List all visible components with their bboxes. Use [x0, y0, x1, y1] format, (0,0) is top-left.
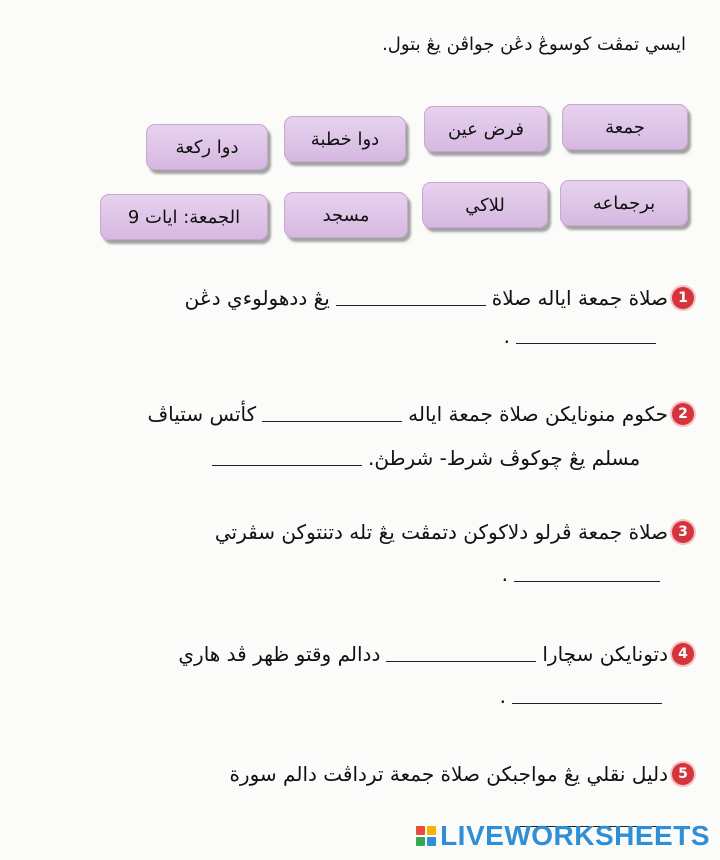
question-4	[178, 642, 694, 666]
question-text: ددالم وقتو ظهر ڤد هاري	[178, 642, 381, 666]
sentence-end: .	[499, 684, 506, 708]
question-1-line2	[504, 324, 662, 348]
question-3	[215, 520, 694, 544]
question-text: صلاة جمعة اياله صلاة	[491, 286, 668, 310]
sentence-end: .	[501, 562, 508, 586]
question-number-badge: 4	[672, 643, 694, 665]
question-text: دتونايكن سچارا	[542, 642, 668, 666]
word-chip-jumaat[interactable]: جمعة	[562, 104, 688, 150]
question-4-line2	[500, 684, 668, 708]
logo-text: LIVEWORKSHEETS	[440, 820, 710, 851]
question-number-badge: 5	[672, 763, 694, 785]
question-number-badge: 2	[672, 403, 694, 425]
answer-blank-3[interactable]	[514, 567, 660, 582]
logo-grid-icon	[416, 826, 436, 846]
liveworksheets-logo	[416, 820, 710, 852]
answer-blank-1a[interactable]	[336, 291, 486, 306]
question-2	[147, 402, 694, 426]
answer-blank-4b[interactable]	[512, 689, 662, 704]
answer-blank-2b[interactable]	[212, 451, 362, 466]
question-5	[229, 762, 694, 786]
question-text: دليل نقلي يڠ مواجبكن صلاة جمعة ترداڤت دالم سورة	[229, 762, 668, 786]
question-text: يڠ ددهولوءي دڠن	[184, 286, 330, 310]
question-2-line2	[206, 446, 640, 470]
question-number-badge: 1	[672, 287, 694, 309]
question-text: حكوم منونايكن صلاة جمعة اياله	[408, 402, 668, 426]
word-chip-dua-khutbah[interactable]: دوا خطبة	[284, 116, 406, 162]
word-chip-dua-rakaat[interactable]: دوا ركعة	[146, 124, 268, 170]
sentence-end: .	[503, 324, 510, 348]
question-text: مسلم يڠ چوكوڤ شرط- شرطڽ.	[368, 446, 641, 470]
word-chip-masjid[interactable]: مسجد	[284, 192, 408, 238]
word-chip-fardu-ain[interactable]: فرض عين	[424, 106, 548, 152]
word-chip-berjemaah[interactable]: برجماعه	[560, 180, 688, 226]
question-1	[185, 286, 694, 310]
question-number-badge: 3	[672, 521, 694, 543]
answer-blank-2[interactable]	[262, 407, 402, 422]
question-3-line2	[502, 562, 666, 586]
question-text: صلاة جمعة ڤرلو دلاكوكن دتمڤت يڠ تله دتنتوكن سڤرتي	[214, 520, 668, 544]
instruction-text: ايسي تمڤت كوسوڠ دڠن جواڤن يڠ بتول.	[382, 34, 686, 55]
word-chip-lelaki[interactable]: للاكي	[422, 182, 548, 228]
word-chip-surah-ayat[interactable]: الجمعة: ايات 9	[100, 194, 268, 240]
answer-blank-4a[interactable]	[386, 647, 536, 662]
question-text: كأتس ستياڤ	[147, 402, 257, 426]
answer-blank-1b[interactable]	[516, 329, 656, 344]
